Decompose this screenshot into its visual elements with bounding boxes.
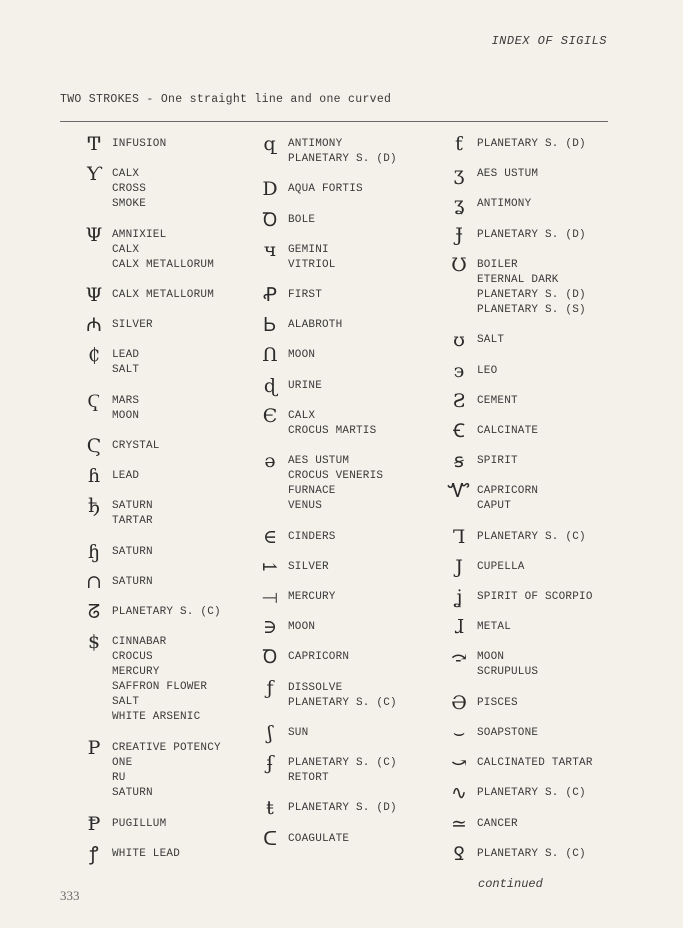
sigil-meanings xyxy=(477,197,531,212)
capricorn-caput-sigil-icon: Ꮙ xyxy=(447,480,471,503)
s-bar-sigil-icon: Ƨ xyxy=(452,389,466,412)
sigil-meanings xyxy=(477,590,593,605)
sigil-meanings xyxy=(288,756,397,786)
d-cross-sigil-icon: Ꝺ xyxy=(262,208,278,231)
sigil-meaning: CALCINATE xyxy=(477,424,539,437)
sigil-meaning: GEMINI xyxy=(288,243,329,256)
sigil-meanings xyxy=(288,726,308,741)
sigil-meaning: SILVER xyxy=(112,319,153,332)
trident-small-sigil-icon: Ψ xyxy=(85,284,103,306)
esh-bar-sigil-icon: ʄ xyxy=(266,752,274,775)
sigil-entry xyxy=(76,133,167,155)
epsilon-sigil-icon: Є xyxy=(262,404,278,427)
sigil-meanings xyxy=(477,530,586,545)
sigil-meaning: PLANETARY S. (S) xyxy=(477,303,586,316)
sigil-meanings xyxy=(288,379,322,394)
sigil-meaning: SAFFRON FLOWER xyxy=(112,681,208,694)
sigil-meaning: SALT xyxy=(477,334,505,347)
sigil-meaning: SATURN xyxy=(112,787,153,799)
sigil-meaning: SMOKE xyxy=(112,198,147,211)
sigil-entry xyxy=(76,223,215,273)
sigil-meaning: CROCUS MARTIS xyxy=(288,424,377,437)
section-rule xyxy=(60,121,608,122)
tilde-bar-sigil-icon: ≃ xyxy=(451,812,467,835)
sigil-meanings xyxy=(288,620,315,635)
f-cross-sigil-icon: ƒ xyxy=(266,676,274,699)
hook-cross-sigil-icon: ƭ xyxy=(455,133,463,155)
ezh-curl-sigil-icon: ʓ xyxy=(453,193,465,216)
sigil-meanings xyxy=(477,424,538,439)
sigil-meanings xyxy=(288,348,315,363)
sigil-entry xyxy=(441,329,505,352)
sigil-meanings xyxy=(112,137,166,152)
j-sigil-icon: J xyxy=(455,555,463,578)
sigil-meanings xyxy=(112,499,153,529)
sigil-meaning: CROSS xyxy=(112,183,147,196)
sigil-entry xyxy=(441,525,586,548)
sigil-entry xyxy=(441,163,539,186)
sigil-entry xyxy=(76,314,153,337)
sigil-meaning: BOILER xyxy=(477,258,518,271)
sigil-meaning: CRYSTAL xyxy=(112,440,160,452)
sigil-meaning: RU xyxy=(112,772,126,784)
sigil-meaning: SCRUPULUS xyxy=(477,666,539,679)
sigil-meaning: WHITE ARSENIC xyxy=(112,711,201,724)
trident-sigil-icon: Ψ xyxy=(85,223,103,246)
long-j-sigil-icon: ʝ xyxy=(455,586,463,608)
koppa-sigil-icon: Ҁ xyxy=(87,389,101,412)
sigil-meaning: DISSOLVE xyxy=(288,681,343,694)
sigil-meaning: LEAD xyxy=(112,349,140,362)
sigil-entry xyxy=(441,752,593,775)
sigil-entry xyxy=(441,721,539,744)
sigil-meaning: MOON xyxy=(477,651,505,664)
sigil-meaning: AES USTUM xyxy=(477,168,539,181)
sigil-meaning: MOON xyxy=(288,349,316,362)
sigil-meanings xyxy=(288,409,376,439)
sigil-meanings xyxy=(477,394,518,409)
sigil-meaning: MERCURY xyxy=(112,666,160,679)
sigil-meaning: METAL xyxy=(477,621,512,634)
sigil-meaning: SPIRIT OF SCORPIO xyxy=(477,591,593,603)
sigil-entry xyxy=(252,314,343,337)
contains-sigil-icon: ∋ xyxy=(262,616,278,639)
sigil-meaning: CAPRICORN xyxy=(477,485,539,498)
sigil-meaning: SALT xyxy=(112,696,140,709)
sigil-entry xyxy=(76,601,221,624)
hook-sigil-icon: Ϛ xyxy=(86,435,102,457)
sigil-meanings xyxy=(477,726,538,741)
sigil-meanings xyxy=(477,650,538,680)
sigil-meanings xyxy=(288,590,336,605)
sigil-meaning: URINE xyxy=(288,379,323,392)
sigil-entry xyxy=(441,812,518,835)
sigil-meaning: SUN xyxy=(288,726,309,739)
sigil-meaning: PISCES xyxy=(477,696,518,709)
sigil-entry xyxy=(441,389,518,412)
sigil-entry xyxy=(252,555,329,578)
sigil-entry xyxy=(252,238,336,273)
sigil-meaning: CALX xyxy=(112,243,140,256)
sigil-meanings xyxy=(477,258,586,318)
dash-hook-sigil-icon: ⤻ xyxy=(451,752,467,775)
sigil-meaning: COAGULATE xyxy=(288,832,350,845)
sigil-meaning: MARS xyxy=(112,394,140,407)
sigil-meaning: CAPUT xyxy=(477,500,512,513)
arch-sigil-icon: ∩ xyxy=(86,570,102,593)
sigil-meaning: INFUSION xyxy=(112,138,167,150)
sigil-meanings xyxy=(112,318,153,333)
sigil-meaning: CAPRICORN xyxy=(288,651,350,664)
sigil-meanings xyxy=(112,228,214,273)
sigil-meanings xyxy=(288,454,383,514)
sigil-entry xyxy=(252,752,397,786)
sigil-meanings xyxy=(477,817,518,832)
sigil-entry xyxy=(252,374,323,397)
sigil-entry xyxy=(252,344,316,367)
sigil-meaning: FURNACE xyxy=(288,485,336,498)
sigil-meanings xyxy=(112,348,139,378)
sigil-entry xyxy=(252,133,397,167)
gemini-sigil-icon: ч xyxy=(263,238,277,261)
sigil-entry xyxy=(441,193,532,216)
sigil-meaning: CALX xyxy=(288,409,316,422)
sigil-entry xyxy=(76,344,140,378)
p-bar-sigil-icon: Ᵽ xyxy=(87,812,101,835)
smile-bar-sigil-icon: ⌣ xyxy=(452,721,466,744)
ezh-sigil-icon: ʒ xyxy=(453,163,465,186)
sigil-entry xyxy=(441,842,586,865)
sigil-meaning: FIRST xyxy=(288,289,323,301)
continued-note: continued xyxy=(478,877,543,891)
sigil-meaning: ETERNAL DARK xyxy=(477,273,559,286)
sigil-meanings xyxy=(288,213,315,228)
sigil-entry xyxy=(76,540,153,563)
sigil-meanings xyxy=(112,167,146,212)
sigil-entry xyxy=(76,389,140,424)
sigil-meaning: SATURN xyxy=(112,500,153,513)
y-sigil-icon: Ƴ xyxy=(86,163,102,186)
sigil-entry xyxy=(252,450,384,514)
sigil-entry xyxy=(76,495,153,529)
sigil-meaning: CALCINATED TARTAR xyxy=(477,757,593,770)
element-of-sigil-icon: ∈ xyxy=(262,525,278,548)
b-hook-sigil-icon: Ꮟ xyxy=(263,314,277,337)
sigil-meaning: MOON xyxy=(288,621,316,634)
sigil-meanings xyxy=(112,469,139,484)
sigil-meaning: ALABROTH xyxy=(288,319,343,332)
sigil-meaning: VENUS xyxy=(288,500,323,513)
sigil-entry xyxy=(441,223,586,246)
arch-hook-sigil-icon: Ո xyxy=(262,344,278,367)
sigil-meanings xyxy=(288,560,329,575)
sigil-entry xyxy=(441,691,518,714)
c-tail-sigil-icon: ᑕ xyxy=(263,827,277,850)
sigil-meaning: PLANETARY S. (C) xyxy=(288,757,397,770)
sigil-meanings xyxy=(112,394,139,424)
sigil-meanings xyxy=(477,364,497,379)
sigil-entry xyxy=(76,284,215,306)
sigil-entry xyxy=(441,480,539,514)
sigil-meanings xyxy=(477,137,586,152)
j-hook-sigil-icon: ɺ xyxy=(454,616,464,639)
looped-sigil-icon: ꝭ xyxy=(89,842,99,865)
arrow-curl-sigil-icon: ⥛ xyxy=(262,555,278,578)
sigil-meanings xyxy=(477,484,538,514)
d-sigil-icon: D xyxy=(262,178,278,201)
sigil-entry xyxy=(441,253,586,318)
sigil-meanings xyxy=(112,817,166,832)
sigil-meanings xyxy=(288,832,349,847)
sigil-meaning: CALX xyxy=(112,168,140,181)
sigil-meaning: ANTIMONY xyxy=(477,198,532,211)
sigil-meanings xyxy=(112,847,180,862)
sigil-meaning: CALX METALLORUM xyxy=(112,258,215,271)
saturn-alt-sigil-icon: ɧ xyxy=(87,540,101,563)
flag-sigil-icon: Ꝓ xyxy=(263,284,277,306)
sigil-meaning: PLANETARY S. (D) xyxy=(477,288,586,301)
sigil-entry xyxy=(76,737,221,801)
arch-stroke-sigil-icon: ₼ xyxy=(86,314,102,337)
sigil-meaning: PLANETARY S. (C) xyxy=(477,530,586,543)
sigil-meanings xyxy=(112,439,160,454)
sigil-meaning: CUPELLA xyxy=(477,560,525,573)
page-number: 333 xyxy=(60,888,80,903)
sigil-meanings xyxy=(477,454,518,469)
sigil-meaning: MERCURY xyxy=(288,591,336,603)
sigil-entry xyxy=(76,163,147,212)
c-overbar-sigil-icon: Ꞓ xyxy=(453,419,465,442)
sigil-entry xyxy=(441,419,539,442)
sigil-meaning: SPIRIT xyxy=(477,455,518,468)
sigil-meanings xyxy=(477,847,586,862)
saturn-sigil-icon: ђ xyxy=(88,495,100,518)
reversed-epsilon-sigil-icon: ϶ xyxy=(453,359,465,382)
sigil-entry xyxy=(76,465,140,488)
sigil-entry xyxy=(441,586,593,608)
sigil-meaning: PLANETARY S. (C) xyxy=(112,606,221,619)
sigil-meaning: PUGILLUM xyxy=(112,817,167,830)
sigil-meaning: PLANETARY S. (D) xyxy=(288,153,397,165)
sigil-meaning: CREATIVE POTENCY xyxy=(112,742,221,754)
capricorn-sigil-icon: Ꝺ xyxy=(262,646,278,669)
l-curl-sigil-icon: Ꞁ xyxy=(452,525,466,548)
sigil-meanings xyxy=(112,288,214,303)
sigil-entry xyxy=(252,676,397,711)
sigil-meaning: LEO xyxy=(477,364,498,377)
sigil-meaning: CINDERS xyxy=(288,530,336,543)
sigil-entry xyxy=(441,782,586,805)
running-head: INDEX OF SIGILS xyxy=(491,34,607,48)
sigil-meanings xyxy=(477,756,593,771)
sigil-meanings xyxy=(112,545,153,560)
sigil-meaning: LEAD xyxy=(112,470,140,483)
sigil-meaning: SALT xyxy=(112,364,140,377)
sigil-meaning: PLANETARY S. (D) xyxy=(477,228,586,241)
sigil-entry xyxy=(252,646,350,669)
sigil-entry xyxy=(252,616,316,639)
sigil-meaning: CEMENT xyxy=(477,394,518,407)
sigil-entry xyxy=(76,812,167,835)
sigil-meanings xyxy=(288,137,397,167)
sigil-meaning: SILVER xyxy=(288,560,329,573)
sigil-entry xyxy=(252,721,309,744)
sigil-meaning: AQUA FORTIS xyxy=(288,183,363,196)
esh-sigil-icon: ʃ xyxy=(267,721,273,744)
sigil-entry xyxy=(76,570,153,593)
sigil-meanings xyxy=(288,801,397,816)
sigil-meaning: BOLE xyxy=(288,213,316,226)
sigil-meaning: RETORT xyxy=(288,772,329,785)
sigil-meanings xyxy=(477,560,525,575)
sigil-meaning: ONE xyxy=(112,757,133,769)
sigil-entry xyxy=(441,616,512,639)
sigil-meanings xyxy=(288,530,336,545)
sigil-meanings xyxy=(477,620,511,635)
sigil-meanings xyxy=(288,681,397,711)
sigil-meanings xyxy=(112,635,207,725)
sigil-meaning: SOAPSTONE xyxy=(477,726,539,739)
q-sigil-icon: զ xyxy=(263,133,277,155)
sigil-meanings xyxy=(288,182,363,197)
sigil-entry xyxy=(76,842,181,865)
sigil-meaning: CROCUS VENERIS xyxy=(288,470,384,483)
sigil-entry xyxy=(252,525,336,548)
sigil-entry xyxy=(252,827,350,850)
sigil-meanings xyxy=(288,318,342,333)
sigil-meanings xyxy=(477,696,518,711)
sigil-entry xyxy=(252,404,377,439)
sigil-meanings xyxy=(112,741,221,801)
sigil-entry xyxy=(252,178,363,201)
c-bar-sigil-icon: ₵ xyxy=(87,344,101,367)
sigil-meaning: WHITE LEAD xyxy=(112,847,181,860)
arrow-hook-sigil-icon: ⤼ xyxy=(451,646,467,669)
sigil-entry xyxy=(252,797,397,820)
sigil-meaning: PLANETARY S. (C) xyxy=(477,847,586,860)
sigil-meaning: MOON xyxy=(112,409,140,422)
sigil-meanings xyxy=(288,243,336,273)
sigil-meaning: SATURN xyxy=(112,545,153,558)
sigil-entry xyxy=(252,284,323,306)
sigil-meaning: SATURN xyxy=(112,575,153,588)
sigil-meanings xyxy=(477,786,586,801)
h-hook-sigil-icon: ɦ xyxy=(87,465,101,488)
e-dash-sigil-icon: Ə xyxy=(451,691,467,714)
section-title: TWO STROKES - One straight line and one curved xyxy=(60,93,392,106)
sigil-meaning: TARTAR xyxy=(112,515,153,528)
sigil-meaning: PLANETARY S. (D) xyxy=(288,802,397,815)
wave-loop-sigil-icon: ∿ xyxy=(451,782,467,805)
loop-dash-sigil-icon: Ꝿ xyxy=(453,842,465,865)
sigil-meaning: PLANETARY S. (D) xyxy=(477,138,586,150)
t-curve-sigil-icon: ŧ xyxy=(266,797,274,820)
sigil-meaning: PLANETARY S. (C) xyxy=(288,696,397,709)
dollar-sigil-icon: $ xyxy=(87,631,101,654)
d-tail-sigil-icon: ɖ xyxy=(263,374,277,397)
tau-sigil-icon: Ͳ xyxy=(87,133,101,155)
p-sigil-icon: P xyxy=(87,737,101,759)
sigil-entry xyxy=(441,359,498,382)
sigil-entry xyxy=(441,450,518,473)
cup-bar-sigil-icon: ʊ xyxy=(453,329,465,352)
sigil-meaning: ANTIMONY xyxy=(288,138,343,150)
sigil-meanings xyxy=(112,605,221,620)
sigil-entry xyxy=(441,646,539,680)
sigil-entry xyxy=(441,133,586,155)
s-cross-sigil-icon: ꞩ xyxy=(454,450,464,473)
sigil-meaning: AMNIXIEL xyxy=(112,228,167,241)
sigil-meaning: CROCUS xyxy=(112,651,153,664)
sigil-meaning: CANCER xyxy=(477,817,518,830)
sigil-entry xyxy=(76,435,160,457)
j-bar-sigil-icon: Ɉ xyxy=(455,223,463,246)
sigil-meanings xyxy=(288,650,349,665)
dash-arc-sigil-icon: ⟞ xyxy=(262,586,278,608)
sigil-meanings xyxy=(477,333,504,348)
sigil-entry xyxy=(252,208,316,231)
sigil-meaning: CINNABAR xyxy=(112,636,167,649)
sigil-entry xyxy=(441,555,525,578)
z-curl-sigil-icon: ᘔ xyxy=(87,601,101,624)
sigil-meaning: CALX METALLORUM xyxy=(112,289,215,301)
hook-dash-sigil-icon: ə xyxy=(264,450,276,473)
sigil-meanings xyxy=(112,575,153,590)
sigil-meaning: PLANETARY S. (C) xyxy=(477,787,586,800)
sigil-meanings xyxy=(288,288,322,303)
sigil-meanings xyxy=(477,167,538,182)
sigil-meanings xyxy=(477,228,586,243)
cup-sigil-icon: Ʊ xyxy=(451,253,467,276)
sigil-meaning: VITRIOL xyxy=(288,258,336,271)
sigil-entry xyxy=(252,586,336,608)
sigil-entry xyxy=(76,631,208,725)
sigil-meaning: AES USTUM xyxy=(288,455,350,468)
